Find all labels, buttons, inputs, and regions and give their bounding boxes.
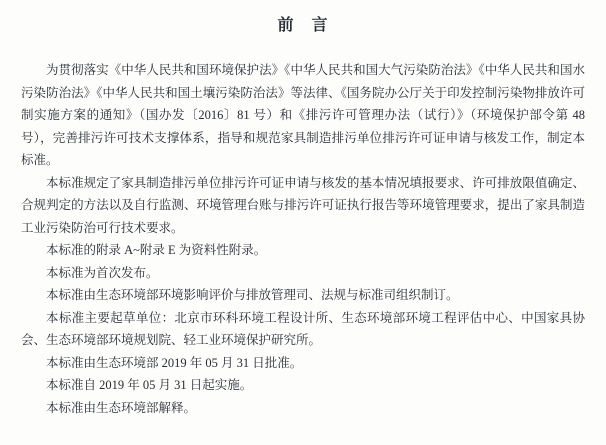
paragraph-implementation-date: 本标准自 2019 年 05 月 31 日起实施。 (46, 378, 253, 392)
foreword-body (0, 59, 606, 419)
paragraph-organizer: 本标准由生态环境部环境影响评价与排放管理司、法规与标准司组织制订。 (46, 288, 459, 302)
page-title: 前 言 (277, 17, 329, 34)
paragraph-approval-date: 本标准由生态环境部 2019 年 05 月 31 日批准。 (46, 355, 303, 370)
paragraph-interpretation: 本标准由生态环境部解释。 (46, 400, 197, 415)
paragraph-appendices: 本标准的附录 A~附录 E 为资料性附录。 (46, 243, 267, 257)
paragraph-legal-basis: 为贯彻落实《中华人民共和国环境保护法》《中华人民共和国大气污染防治法》《中华人民共和国水污染防治法》《中华人民共和国土壤污染防治法》等法律、《国务院办公厅关于印发控制污染物排放许可制实施方案的通知》（国办发〔2016〕81 号）和《排污许可管理办法（试行）》（环境保护部令第 48 号），完善排污许可技术支撑体系，指导和规范家具制造排污单位排污许可证申请与核发工作，制定本标准。 (21, 63, 585, 167)
paragraph-drafting-units: 本标准主要起草单位：北京市环科环境工程设计所、生态环境部环境工程评估中心、中国家具协会、生态环境部环境规划院、轻工业环境保护研究所。 (21, 310, 585, 347)
paragraph-first-release: 本标准为首次发布。 (46, 265, 159, 280)
paragraph-scope: 本标准规定了家具制造排污单位排污许可证申请与核发的基本情况填报要求、许可排放限值确定、合规判定的方法以及自行监测、环境管理台账与排污许可证执行报告等环境管理要求，提出了家具制造工业污染防治可行技术要求。 (21, 175, 585, 235)
